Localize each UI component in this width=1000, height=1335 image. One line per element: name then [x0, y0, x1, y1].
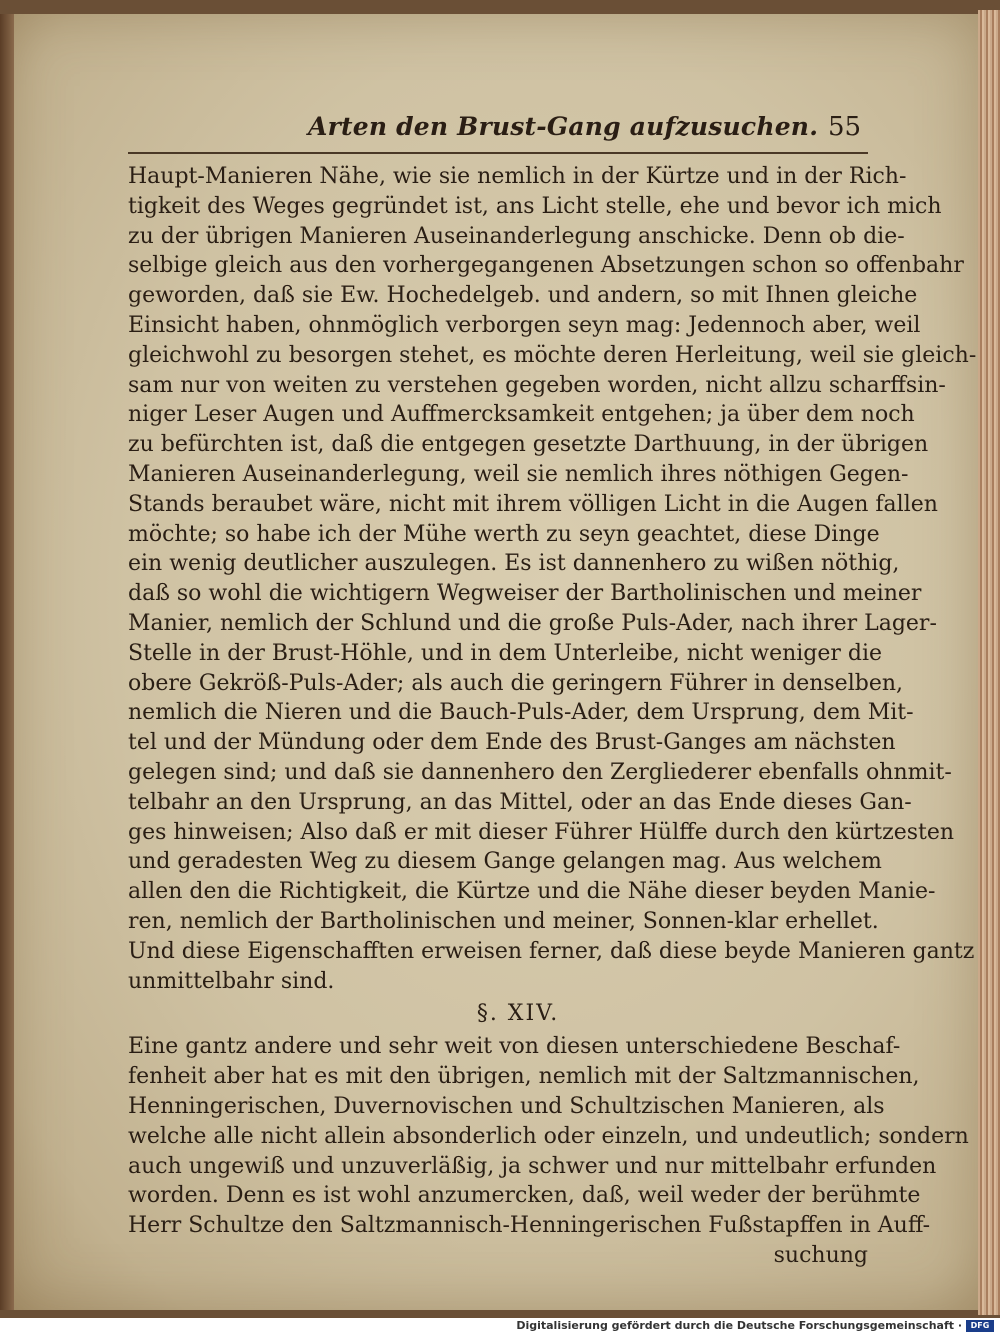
paragraph-2 — [128, 1032, 969, 1241]
text-line: Stands beraubet wäre, nicht mit ihrem völligen Licht in die Augen fallen — [128, 491, 938, 517]
header-rule — [128, 152, 868, 154]
text-line: unmittelbahr sind. — [128, 968, 335, 994]
text-line: tigkeit des Weges gegründet ist, ans Licht stelle, ehe und bevor ich mich — [128, 193, 942, 219]
page-edges — [978, 10, 1000, 1315]
text-line: nemlich die Nieren und die Bauch-Puls-Ader, dem Ursprung, dem Mit- — [128, 700, 914, 726]
catchword: suchung — [773, 1242, 868, 1268]
text-line: gelegen sind; und daß sie dannenhero den Zergliederer ebenfalls ohnmit- — [128, 759, 952, 785]
text-line: Manier, nemlich der Schlund und die große Puls-Ader, nach ihrer Lager- — [128, 610, 937, 636]
running-header — [308, 112, 868, 146]
text-line: selbige gleich aus den vorhergegangenen Absetzungen schon so offenbahr — [128, 253, 964, 279]
text-line: zu der übrigen Manieren Auseinanderlegung anschicke. Denn ob die- — [128, 223, 905, 249]
text-line: niger Leser Augen und Auffmercksamkeit entgehen; ja über dem noch — [128, 402, 915, 428]
text-line: Haupt-Manieren Nähe, wie sie nemlich in der Kürtze und in der Rich- — [128, 164, 907, 189]
text-line: gleichwohl zu besorgen stehet, es möchte deren Herleitung, weil sie gleich- — [128, 342, 977, 368]
text-line: welche alle nicht allein absonderlich oder einzeln, und undeutlich; sondern — [128, 1123, 969, 1149]
text-line: möchte; so habe ich der Mühe werth zu seyn geachtet, diese Dinge — [128, 521, 880, 547]
text-line: daß so wohl die wichtigern Wegweiser der Bartholinischen und meiner — [128, 581, 922, 607]
text-line: fenheit aber hat es mit den übrigen, nemlich mit der Saltzmannischen, — [128, 1064, 920, 1090]
section-heading: §. XIV. — [476, 1001, 560, 1027]
text-line: zu befürchten ist, daß die entgegen gesetzte Darthuung, in der übrigen — [128, 432, 929, 458]
text-line: tel und der Mündung oder dem Ende des Brust-Ganges am nächsten — [128, 730, 896, 756]
text-line: Eine gantz andere und sehr weit von diesen unterschiedene Beschaf- — [128, 1034, 901, 1060]
running-title: Arten den Brust-Gang aufzusuchen. — [308, 112, 819, 141]
text-line: ein wenig deutlicher auszulegen. Es ist dannenhero zu wißen nöthig, — [128, 551, 900, 577]
page-number: 55 — [828, 112, 862, 142]
text-line: Manieren Auseinanderlegung, weil sie nemlich ihres nöthigen Gegen- — [128, 461, 909, 487]
text-line: geworden, daß sie Ew. Hochedelgeb. und andern, so mit Ihnen gleiche — [128, 283, 918, 309]
text-line: ges hinweisen; Also daß er mit dieser Führer Hülffe durch den kürtzesten — [128, 819, 955, 845]
text-line: Henningerischen, Duvernovischen und Schultzischen Manieren, als — [128, 1093, 885, 1119]
text-line: Herr Schultze den Saltzmannisch-Henningerischen Fußstapffen in Auff- — [128, 1213, 931, 1239]
dfg-logo-icon: DFG — [966, 1320, 994, 1332]
text-line: Einsicht haben, ohnmöglich verborgen seyn mag: Jedennoch aber, weil — [128, 312, 921, 338]
text-line: Und diese Eigenschafften erweisen ferner, daß diese beyde Manieren gantz — [128, 938, 975, 964]
text-line: allen den die Richtigkeit, die Kürtze und die Nähe dieser beyden Manie- — [128, 879, 936, 905]
text-line: telbahr an den Ursprung, an das Mittel, oder an das Ende dieses Gan- — [128, 789, 912, 815]
text-line: worden. Denn es ist wohl anzumercken, daß, weil weder der berühmte — [128, 1183, 921, 1209]
text-line: auch ungewiß und unzuverläßig, ja schwer und nur mittelbahr erfunden — [128, 1153, 937, 1179]
paragraph-1 — [128, 162, 977, 996]
text-line: sam nur von weiten zu verstehen gegeben worden, nicht allzu scharffsin- — [128, 372, 946, 398]
text-line: Stelle in der Brust-Höhle, und in dem Unterleibe, nicht weniger die — [128, 640, 883, 666]
body-text — [128, 162, 977, 1271]
text-line: ren, nemlich der Bartholinischen und meiner, Sonnen-klar erhellet. — [128, 908, 879, 934]
book-binding — [0, 14, 14, 1310]
text-line: obere Gekröß-Puls-Ader; als auch die geringern Führer in denselben, — [128, 670, 904, 696]
footer-credit: Digitalisierung gefördert durch die Deutsche Forschungsgemeinschaft · — [516, 1319, 962, 1332]
text-line: und geradesten Weg zu diesem Gange gelangen mag. Aus welchem — [128, 849, 882, 875]
digitization-footer — [0, 1318, 1000, 1335]
